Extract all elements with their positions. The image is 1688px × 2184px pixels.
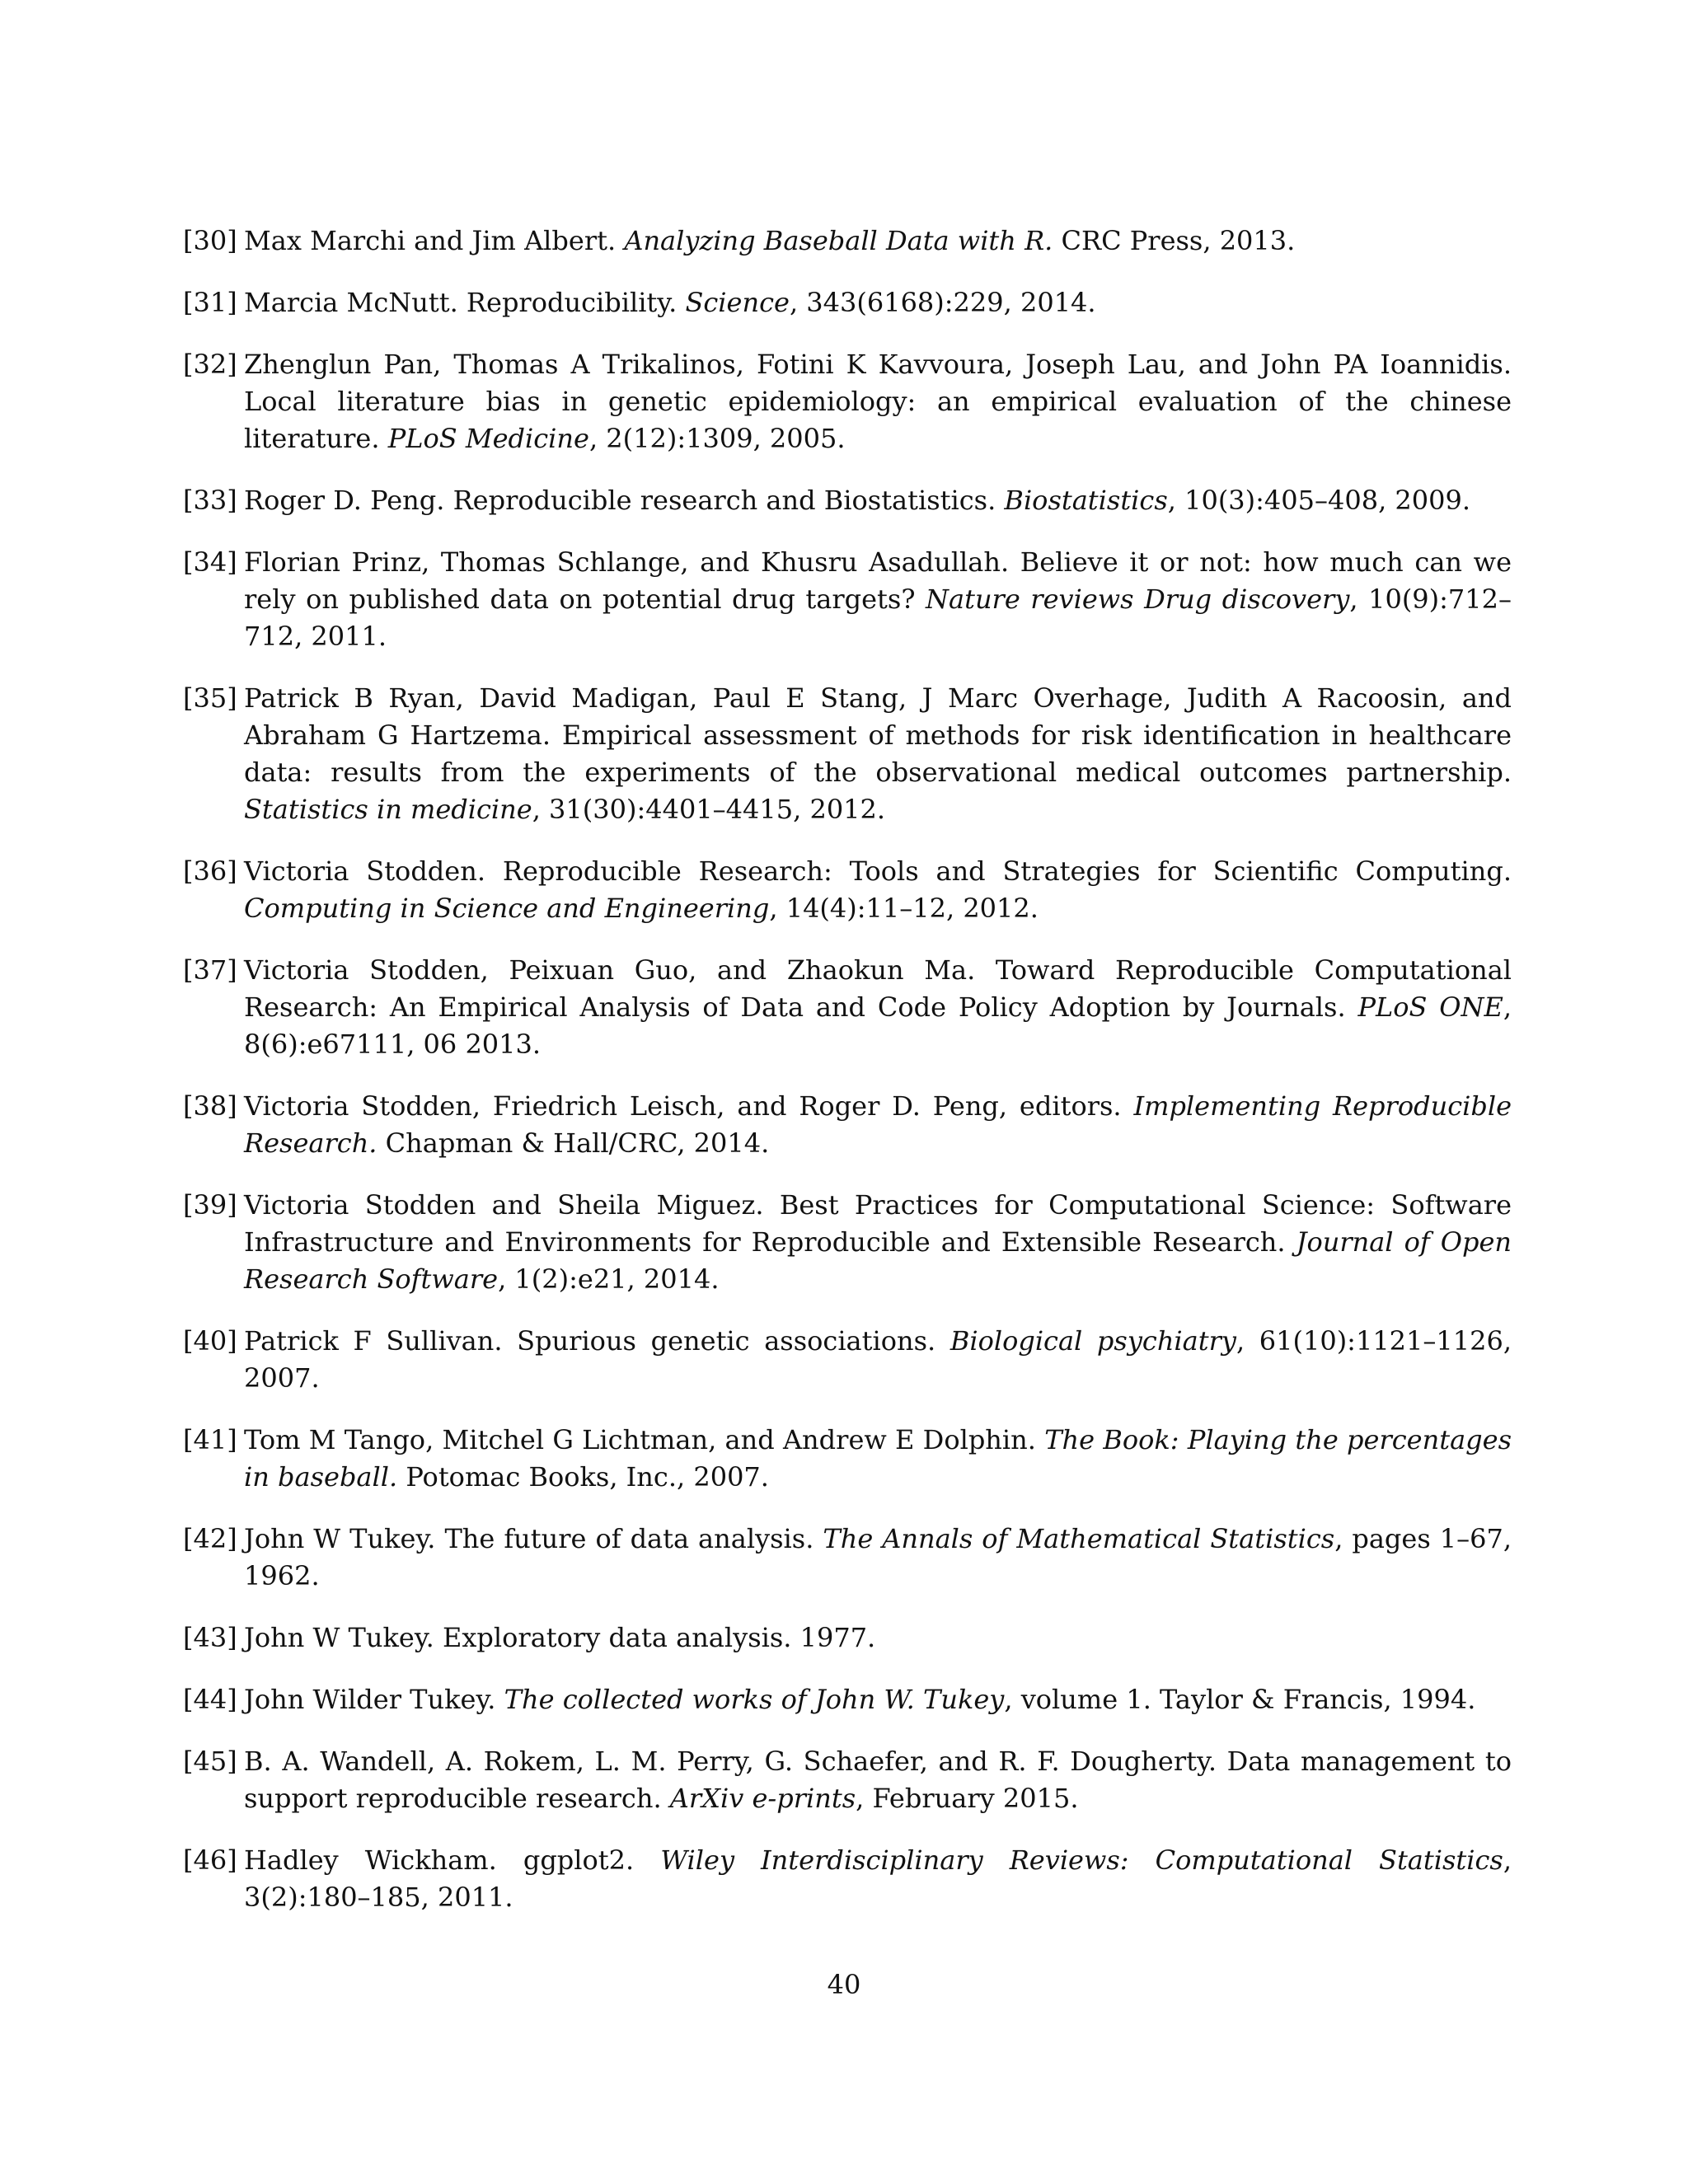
reference-entry	[183, 1521, 1512, 1595]
reference-entry	[183, 1743, 1512, 1817]
reference-plain-text: Florian Prinz, Thomas Schlange, and Khusru Asadullah. Believe it or not: how much can we rely on published data on potential drug targets?	[244, 546, 1512, 615]
reference-italic-text: Biostatistics	[1004, 485, 1168, 516]
reference-entry	[183, 1088, 1512, 1162]
reference-plain-text: , 61(10):1121–1126, 2007.	[244, 1325, 1512, 1394]
reference-plain-text: , February 2015.	[856, 1783, 1079, 1814]
reference-label: [32]	[183, 349, 237, 380]
page-number: 40	[827, 1969, 861, 2000]
reference-entry	[183, 1842, 1512, 1916]
reference-italic-text: Statistics in medicine	[244, 794, 532, 825]
reference-plain-text: , pages 1–67, 1962.	[244, 1523, 1512, 1591]
reference-entry	[183, 1323, 1512, 1397]
reference-label: [40]	[183, 1325, 237, 1357]
reference-text	[244, 1323, 1512, 1397]
reference-italic-text: ArXiv e-prints	[669, 1783, 856, 1814]
reference-italic-text: The collected works of John W. Tukey	[504, 1684, 1005, 1715]
reference-label: [31]	[183, 287, 237, 318]
reference-entry	[183, 1187, 1512, 1298]
reference-entry	[183, 952, 1512, 1063]
reference-italic-text: Analyzing Baseball Data with R.	[624, 225, 1053, 256]
reference-entry	[183, 223, 1512, 260]
reference-entry	[183, 346, 1512, 457]
reference-text	[244, 952, 1512, 1063]
reference-text	[244, 223, 1512, 260]
reference-plain-text: , 1(2):e21, 2014.	[498, 1263, 720, 1295]
reference-plain-text: , 2(12):1309, 2005.	[588, 423, 846, 454]
reference-label: [36]	[183, 855, 237, 887]
reference-text	[244, 482, 1512, 519]
reference-entry	[183, 853, 1512, 927]
reference-text	[244, 1681, 1512, 1718]
reference-plain-text: , 10(3):405–408, 2009.	[1167, 485, 1471, 516]
reference-text	[244, 853, 1512, 927]
reference-text	[244, 284, 1512, 321]
reference-plain-text: Zhenglun Pan, Thomas A Trikalinos, Fotini K Kavvoura, Joseph Lau, and John PA Ioannidis. Local literature bias in genetic epidemiology: an empirical evaluation of the chinese literature.	[244, 349, 1512, 454]
reference-plain-text: Victoria Stodden and Sheila Miguez. Best Practices for Computational Science: Software Infrastructure and Environments for Reproducible and Extensible Research.	[244, 1189, 1512, 1258]
reference-entry	[183, 1619, 1512, 1657]
reference-entry	[183, 544, 1512, 655]
reference-plain-text: B. A. Wandell, A. Rokem, L. M. Perry, G. Schaefer, and R. F. Dougherty. Data management to support reproducible research.	[244, 1746, 1512, 1814]
reference-italic-text: Journal of Open Research Software	[244, 1226, 1512, 1295]
reference-label: [46]	[183, 1844, 237, 1876]
reference-plain-text: Victoria Stodden, Friedrich Leisch, and Roger D. Peng, editors.	[244, 1090, 1134, 1122]
reference-text	[244, 1619, 1512, 1657]
reference-label: [35]	[183, 682, 237, 714]
reference-plain-text: , 343(6168):229, 2014.	[789, 287, 1096, 318]
reference-plain-text: John W Tukey. The future of data analysis.	[244, 1523, 823, 1554]
reference-label: [34]	[183, 546, 237, 578]
reference-italic-text: PLoS Medicine	[387, 423, 589, 454]
reference-italic-text: Science	[685, 287, 790, 318]
reference-label: [37]	[183, 954, 237, 986]
reference-plain-text: Patrick B Ryan, David Madigan, Paul E Stang, J Marc Overhage, Judith A Racoosin, and Abraham G Hartzema. Empirical assessment of methods for risk identification in healthcare data: results from the experiments of the observational medical outcomes partnership.	[244, 682, 1512, 788]
reference-plain-text: Potomac Books, Inc., 2007.	[397, 1461, 769, 1493]
reference-label: [43]	[183, 1622, 237, 1653]
reference-plain-text: , 8(6):e67111, 06 2013.	[244, 991, 1512, 1060]
reference-plain-text: Patrick F Sullivan. Spurious genetic associations.	[244, 1325, 950, 1357]
reference-plain-text: Roger D. Peng. Reproducible research and Biostatistics.	[244, 485, 1005, 516]
reference-label: [33]	[183, 485, 237, 516]
reference-plain-text: Victoria Stodden, Peixuan Guo, and Zhaokun Ma. Toward Reproducible Computational Research: An Empirical Analysis of Data and Code Policy Adoption by Journals.	[244, 954, 1512, 1023]
reference-label: [45]	[183, 1746, 237, 1777]
reference-plain-text: , 3(2):180–185, 2011.	[244, 1844, 1512, 1913]
reference-text	[244, 1842, 1512, 1916]
reference-plain-text: , 10(9):712–712, 2011.	[244, 583, 1512, 652]
reference-label: [30]	[183, 225, 237, 256]
reference-plain-text: Marcia McNutt. Reproducibility.	[244, 287, 686, 318]
reference-entry	[183, 482, 1512, 519]
reference-label: [41]	[183, 1424, 237, 1455]
reference-italic-text: Biological psychiatry	[950, 1325, 1236, 1357]
reference-italic-text: Implementing Reproducible Research.	[244, 1090, 1512, 1159]
reference-entry	[183, 1422, 1512, 1496]
reference-italic-text: Wiley Interdisciplinary Reviews: Computational Statistics	[660, 1844, 1503, 1876]
reference-italic-text: Computing in Science and Engineering	[244, 893, 770, 924]
reference-text	[244, 346, 1512, 457]
reference-entry	[183, 284, 1512, 321]
reference-entry	[183, 680, 1512, 828]
reference-label: [39]	[183, 1189, 237, 1221]
reference-plain-text: , volume 1. Taylor & Francis, 1994.	[1004, 1684, 1476, 1715]
reference-entry	[183, 1681, 1512, 1718]
reference-text	[244, 544, 1512, 655]
reference-plain-text: Max Marchi and Jim Albert.	[244, 225, 625, 256]
reference-plain-text: , 14(4):11–12, 2012.	[769, 893, 1039, 924]
reference-italic-text: Nature reviews Drug discovery	[926, 583, 1350, 615]
reference-label: [42]	[183, 1523, 237, 1554]
reference-plain-text: CRC Press, 2013.	[1053, 225, 1296, 256]
reference-text	[244, 1422, 1512, 1496]
reference-plain-text: Tom M Tango, Mitchel G Lichtman, and Andrew E Dolphin.	[244, 1424, 1045, 1455]
reference-plain-text: Victoria Stodden. Reproducible Research: Tools and Strategies for Scientific Computing.	[244, 855, 1512, 887]
reference-plain-text: John W Tukey. Exploratory data analysis. 1977.	[244, 1622, 876, 1653]
reference-italic-text: The Annals of Mathematical Statistics	[823, 1523, 1335, 1554]
reference-italic-text: PLoS ONE	[1357, 991, 1503, 1023]
reference-plain-text: Chapman & Hall/CRC, 2014.	[377, 1127, 770, 1159]
reference-text	[244, 680, 1512, 828]
reference-plain-text: John Wilder Tukey.	[244, 1684, 504, 1715]
reference-text	[244, 1521, 1512, 1595]
reference-text	[244, 1187, 1512, 1298]
reference-plain-text: , 31(30):4401–4415, 2012.	[532, 794, 886, 825]
reference-text	[244, 1088, 1512, 1162]
reference-plain-text: Hadley Wickham. ggplot2.	[244, 1844, 661, 1876]
reference-label: [44]	[183, 1684, 237, 1715]
bibliography-list	[183, 223, 1512, 1941]
reference-label: [38]	[183, 1090, 237, 1122]
reference-text	[244, 1743, 1512, 1817]
reference-italic-text: The Book: Playing the percentages in baseball.	[244, 1424, 1512, 1493]
